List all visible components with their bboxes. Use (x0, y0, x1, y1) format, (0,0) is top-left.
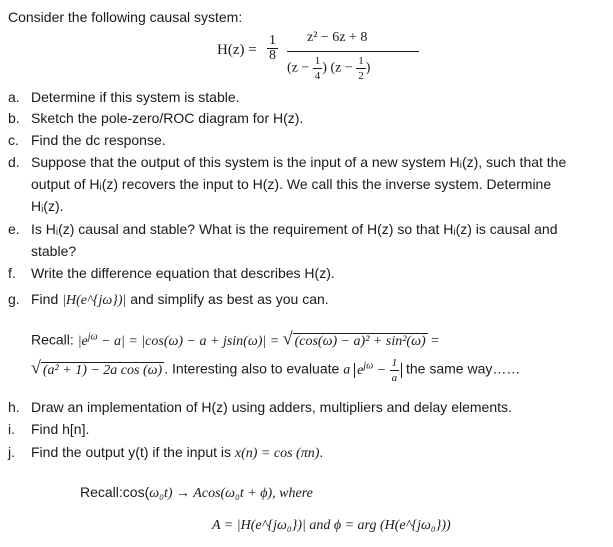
recall-1-line-1: Recall: $|e^{j\omega} - a| = |\cos(\omega) - a + jsin(\omega)|$ = √ (cos(ω) − a)² + sin²(ω) = (31, 328, 440, 349)
item-c-text: Find the dc response. (31, 132, 166, 148)
recall-2-line-1: Recall:cos(ω₀t) → Acos(ω₀t + ϕ), where (80, 484, 313, 501)
transfer-numerator: z² − 6z + 8 (307, 30, 368, 45)
item-i-text: Find h[n]. (31, 421, 90, 437)
item-h-text: Draw an implementation of H(z) using adders, multipliers and delay elements. (31, 399, 512, 415)
recall-1-sqrt-1: (cos(ω) − a)² + sin²(ω) (294, 333, 426, 349)
item-h-label: h. (8, 399, 20, 415)
recall-1-line-2: √ (a² + 1) − 2a cos (ω) . Interesting also to evaluate a $e^{j\omega}$ − $\frac{1}{a}$ the same way…… (31, 357, 521, 384)
item-g-text: Find |H(e^{jω})| and simplify as best as you can. (31, 291, 329, 308)
item-j-math: x(n) = cos (πn) (234, 446, 320, 461)
item-j-text: Find the output y(t) if the input is x(n) = cos (πn). (31, 444, 324, 461)
transfer-lhs: H(z) = (217, 42, 257, 58)
item-d-line-1: Suppose that the output of this system is the input of a new system Hᵢ(z), such that the (31, 154, 567, 170)
item-b-text: Sketch the pole-zero/ROC diagram for H(z). (31, 110, 304, 126)
recall-1-abs: $e^{j\omega}$ − $\frac{1}{a}$ (354, 363, 402, 378)
item-j-label: j. (8, 444, 15, 460)
item-g-math: |H(e^{jω})| (62, 293, 127, 308)
item-g-label: g. (8, 291, 20, 307)
transfer-fraction-bar (287, 51, 419, 52)
item-f-label: f. (8, 265, 16, 281)
transfer-denominator: (z − $\frac{1}{4}$ ) (z − $\frac{1}{2}$ ) (287, 55, 371, 82)
item-d-line-3: Hᵢ(z). (31, 198, 64, 214)
item-a-label: a. (8, 89, 20, 105)
transfer-coefficient: $\frac{1}{8}$ (269, 33, 276, 63)
item-d-line-2: output of Hᵢ(z) recovers the input to H(z). We call this the inverse system. Determine (31, 176, 552, 192)
item-e-line-1: Is Hᵢ(z) causal and stable? What is the requirement of H(z) so that Hᵢ(z) is causal and (31, 221, 558, 237)
item-i-label: i. (8, 421, 15, 437)
item-d-label: d. (8, 154, 20, 170)
item-a-text: Determine if this system is stable. (31, 89, 240, 105)
recall-2-line-2: A = |H(e^{jω₀})| and ϕ = arg (H(e^{jω₀})) (212, 518, 451, 533)
intro-text: Consider the following causal system: (8, 9, 243, 25)
item-e-label: e. (8, 221, 20, 237)
item-f-text: Write the difference equation that describes H(z). (31, 265, 335, 281)
item-e-line-2: stable? (31, 243, 77, 259)
item-c-label: c. (8, 132, 19, 148)
recall-1-sqrt-2: (a² + 1) − 2a cos (ω) (42, 362, 163, 378)
item-b-label: b. (8, 110, 20, 126)
